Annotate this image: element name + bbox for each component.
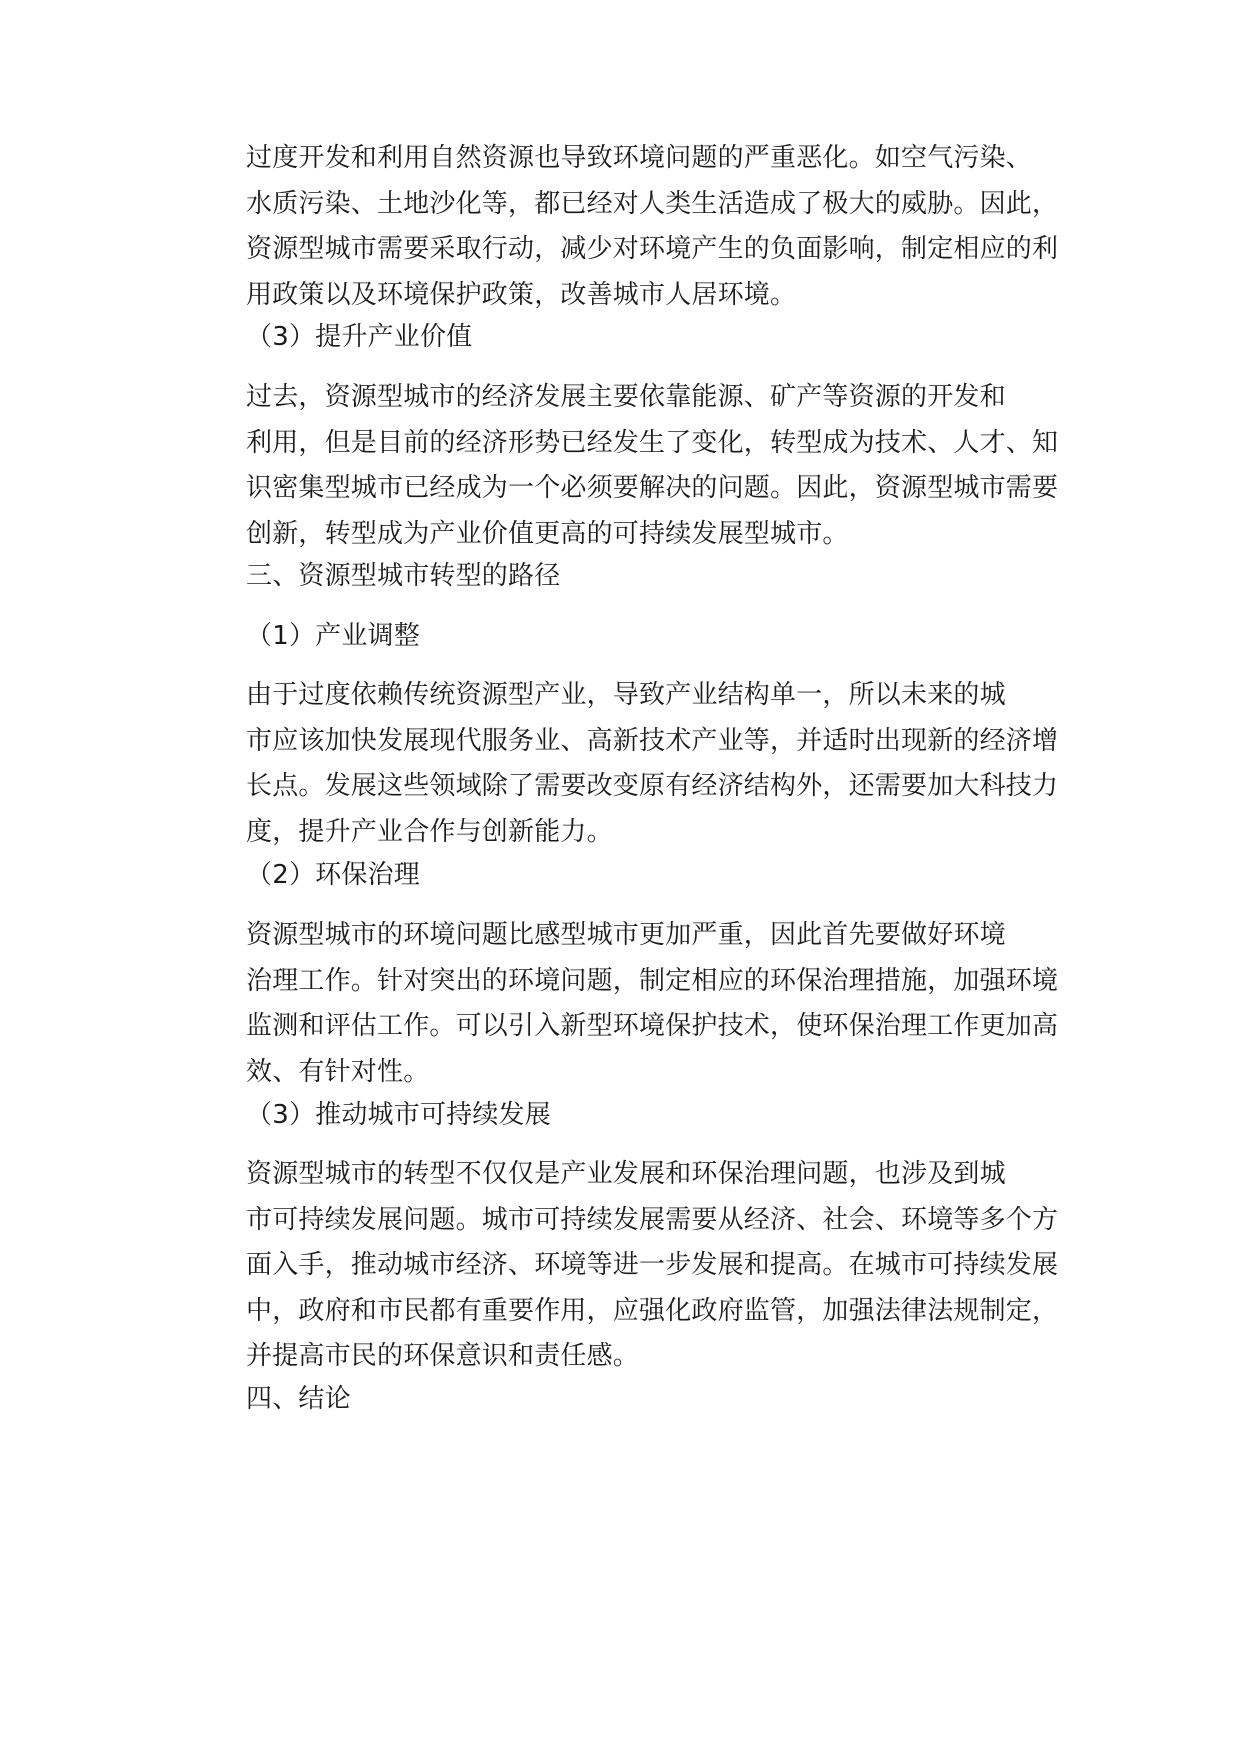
- text-line: 过去，资源型城市的经济发展主要依靠能源、矿产等资源的开发和: [246, 382, 1006, 412]
- text-line: 资源型城市的环境问题比感型城市更加严重，因此首先要做好环境: [246, 920, 1006, 950]
- subheading-industry-adjustment: （1）产业调整: [246, 621, 420, 651]
- text-line: 度，提升产业合作与创新能力。: [246, 816, 613, 847]
- text-line: 效、有针对性。: [246, 1056, 430, 1087]
- text-line: 并提高市民的环保意识和责任感。: [246, 1341, 640, 1371]
- subheading-raise-industry-value: （3）提升产业价值: [246, 322, 473, 352]
- text-line: 创新，转型成为产业价值更高的可持续发展型城市。: [246, 518, 849, 549]
- text-line: 治理工作。针对突出的环境问题，制定相应的环保治理措施，加强环境: [246, 965, 1059, 996]
- paragraph-industry-adjustment: [188, 673, 1059, 855]
- text-line: 水质污染、土地沙化等，都已经对人类生活造成了极大的威胁。因此，: [246, 188, 1059, 219]
- subheading-sustainable-development: （3）推动城市可持续发展: [246, 1100, 551, 1130]
- text-line: 资源型城市的转型不仅仅是产业发展和环保治理问题，也涉及到城: [246, 1159, 1006, 1189]
- paragraph-industry-value: [188, 375, 1059, 557]
- text-line: 由于过度依赖传统资源型产业，导致产业结构单一，所以未来的城: [246, 680, 1006, 710]
- text-line: 市可持续发展问题。城市可持续发展需要从经济、社会、环境等多个方: [246, 1204, 1059, 1235]
- text-line: 面入手，推动城市经济、环境等进一步发展和提高。在城市可持续发展: [246, 1250, 1059, 1280]
- text-line: 过度开发和利用自然资源也导致环境问题的严重恶化。如空气污染、: [246, 143, 1033, 173]
- text-line: 市应该加快发展现代服务业、高新技术产业等，并适时出现新的经济增: [246, 725, 1059, 756]
- text-line: 监测和评估工作。可以引入新型环境保护技术，使环保治理工作更加高: [246, 1011, 1059, 1041]
- text-line: 中，政府和市民都有重要作用，应强化政府监管，加强法律法规制定，: [246, 1295, 1059, 1326]
- text-line: 识密集型城市已经成为一个必须要解决的问题。因此，资源型城市需要: [246, 473, 1059, 503]
- paragraph-environmental-governance: [188, 913, 1059, 1095]
- subheading-environmental-governance: （2）环保治理: [246, 860, 420, 890]
- section-heading-conclusion: 四、结论: [246, 1384, 351, 1414]
- paragraph-environment-deterioration: [188, 136, 1059, 318]
- text-line: 长点。发展这些领域除了需要改变原有经济结构外，还需要加大科技力: [246, 771, 1059, 801]
- text-line: 资源型城市需要采取行动，减少对环境产生的负面影响，制定相应的利: [246, 234, 1059, 264]
- section-heading-transformation-path: 三、资源型城市转型的路径: [246, 561, 561, 591]
- paragraph-sustainable-development: [188, 1152, 1059, 1380]
- text-line: 用政策以及环境保护政策，改善城市人居环境。: [246, 279, 797, 310]
- text-line: 利用，但是目前的经济形势已经发生了变化，转型成为技术、人才、知: [246, 427, 1059, 458]
